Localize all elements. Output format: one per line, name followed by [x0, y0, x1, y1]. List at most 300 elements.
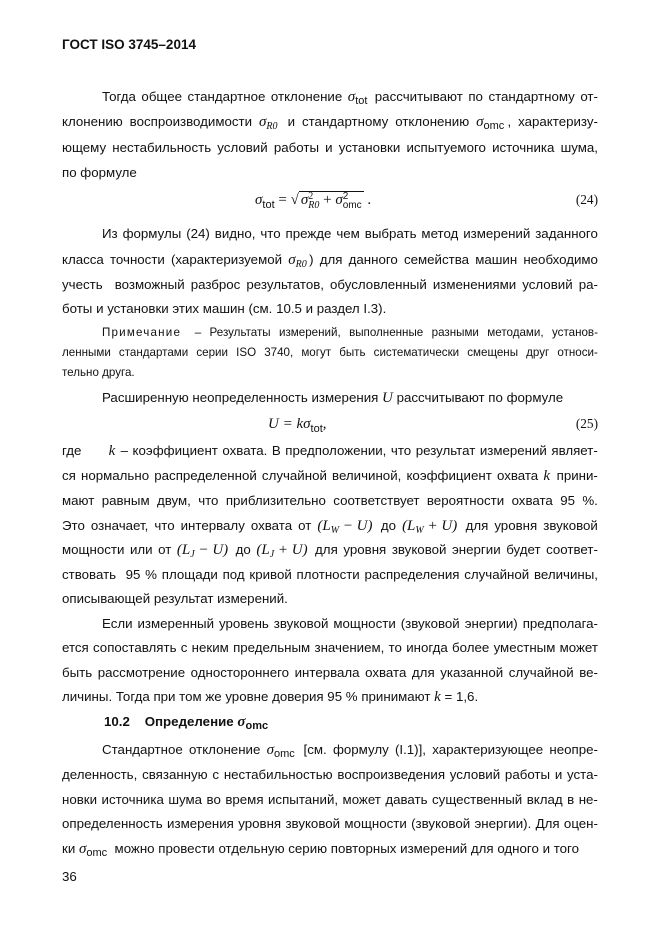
text-fragment: методами,	[487, 326, 547, 339]
text-fragment: (звуковой	[400, 616, 464, 631]
text-line	[62, 491, 598, 511]
text-fragment: под	[222, 567, 249, 582]
sqrt-radicand: σ 2 R0 + σ 2 omc	[300, 190, 362, 211]
text-fragment: распределения	[364, 567, 464, 582]
text-fragment: более	[452, 640, 493, 655]
text-fragment: рассмотрение	[97, 665, 189, 680]
text-fragment: )	[309, 252, 318, 267]
text-fragment: установ-	[551, 326, 598, 339]
text-fragment: рассчитывают	[396, 390, 489, 405]
text-fragment: или	[129, 542, 157, 557]
text-fragment: соответ-	[546, 542, 598, 557]
text-fragment: %	[145, 567, 161, 582]
text-line	[62, 687, 598, 707]
text-fragment	[121, 565, 125, 585]
text-fragment: (характеризуемой	[171, 252, 286, 267]
text-fragment: относи-	[557, 346, 598, 359]
text-fragment: Тогда	[102, 89, 140, 104]
text-fragment: ве-	[579, 665, 598, 680]
text-fragment: 10.5	[276, 301, 306, 316]
text-fragment	[100, 441, 104, 461]
text-fragment: охвата	[496, 468, 542, 483]
equation-number: (25)	[575, 416, 598, 431]
text-line	[62, 138, 598, 158]
text-fragment: что	[154, 518, 179, 533]
text-fragment: мают	[62, 493, 99, 508]
text-fragment: (I.1)],	[394, 742, 430, 757]
text-fragment: звуковой	[391, 542, 451, 557]
text-fragment: 95	[327, 689, 346, 704]
text-fragment: провести	[158, 841, 219, 856]
text-fragment: по	[468, 89, 487, 104]
section-heading	[104, 712, 640, 732]
text-fragment: %.	[582, 493, 598, 508]
text-fragment: Это	[62, 518, 89, 533]
text-fragment: класса	[62, 252, 108, 267]
text-fragment: связанную	[142, 767, 212, 782]
text-fragment: принимают	[361, 689, 435, 704]
text-fragment: может	[559, 640, 598, 655]
text-fragment: измерений,	[278, 326, 344, 339]
text-fragment: измерения	[167, 816, 238, 831]
text-fragment: возможный	[114, 277, 189, 292]
text-fragment: отклонение	[270, 89, 346, 104]
text-fragment: и	[287, 114, 299, 129]
text-fragment: звуковой	[543, 518, 598, 533]
text-fragment: разброс	[190, 277, 245, 292]
text-fragment: для	[319, 252, 347, 267]
text-fragment: том	[179, 689, 206, 704]
eq-tail: .	[363, 192, 372, 208]
note-line	[102, 323, 598, 343]
eq-symbol: σ	[300, 192, 309, 208]
text-fragment: стандартами	[118, 346, 192, 359]
text-fragment: определенность	[62, 816, 167, 831]
text-fragment: где	[62, 443, 86, 458]
text-fragment	[230, 540, 234, 560]
text-fragment: измерений	[479, 443, 551, 458]
text-fragment: того	[553, 841, 579, 856]
text-fragment: работы	[504, 767, 554, 782]
text-fragment: необходимо	[523, 252, 598, 267]
text-fragment: 1,6.	[455, 689, 479, 704]
math-symbol: $(L_W + U)$	[402, 518, 458, 536]
text-fragment: случайной	[261, 468, 331, 483]
text-fragment: отдельную	[218, 841, 289, 856]
text-fragment: Из	[102, 226, 122, 241]
text-fragment: охвата.	[222, 443, 272, 458]
text-fragment: мощности	[62, 542, 129, 557]
text-line	[62, 790, 598, 810]
text-fragment: новки	[62, 792, 101, 807]
text-fragment: ющему	[62, 140, 110, 155]
text-fragment: общее	[141, 89, 186, 104]
text-fragment: Для	[535, 816, 564, 831]
text-line	[62, 299, 598, 319]
equation-24: $\sigma_{tot}$ = √ σ 2 R0 + σ 2 omc . (24)	[255, 188, 598, 212]
text-fragment: измерения	[311, 390, 383, 405]
text-fragment	[375, 516, 379, 536]
text-fragment: для	[470, 841, 498, 856]
text-fragment: коэффициент	[406, 468, 496, 483]
text-fragment: ется	[62, 640, 93, 655]
text-fragment: воспроизводимости	[129, 114, 256, 129]
text-fragment: кривой	[249, 567, 296, 582]
text-fragment: условий	[522, 277, 577, 292]
text-line	[62, 250, 598, 270]
text-fragment: машин	[475, 252, 521, 267]
text-fragment: интервалу	[180, 518, 249, 533]
text-fragment: вклад	[526, 792, 567, 807]
eq-subscript: tot	[262, 199, 275, 211]
text-fragment: нестабильностью	[223, 767, 337, 782]
text-fragment: уровне	[225, 689, 273, 704]
text-fragment: может	[342, 792, 385, 807]
text-fragment: рассчитывают	[374, 89, 467, 104]
text-fragment	[90, 441, 94, 461]
text-line	[62, 814, 598, 834]
math-symbol: $(L_J + U)$	[256, 542, 308, 560]
text-fragment: результат	[415, 443, 479, 458]
text-fragment	[551, 466, 555, 486]
text-fragment: соответствует	[333, 493, 424, 508]
text-fragment: систематически	[373, 346, 463, 359]
text-fragment: являет-	[551, 443, 598, 458]
text-fragment: во	[206, 792, 225, 807]
text-fragment: существенный	[432, 792, 526, 807]
math-symbol: $\sigma_{R0}$	[288, 252, 307, 270]
text-fragment: ,	[507, 114, 515, 129]
text-fragment: формулу	[332, 742, 393, 757]
math-symbol: $\sigma_{omc}$	[78, 841, 108, 859]
text-fragment: предполага-	[522, 616, 598, 631]
text-fragment	[309, 540, 313, 560]
text-fragment: давать	[385, 792, 432, 807]
eq-tail: ,	[322, 416, 327, 432]
text-fragment: прежде	[285, 226, 336, 241]
text-fragment: нормально	[81, 468, 153, 483]
text-fragment: при	[153, 689, 180, 704]
text-fragment: в	[567, 792, 578, 807]
text-fragment: характеризу-	[518, 114, 598, 129]
eq-sup: 2	[308, 190, 314, 202]
text-line	[62, 565, 598, 585]
text-line	[62, 275, 598, 295]
text-fragment: энергии)	[464, 616, 522, 631]
text-fragment: уместным	[493, 640, 560, 655]
text-fragment: стандартному	[488, 89, 579, 104]
text-fragment: охвата	[511, 493, 557, 508]
text-fragment: деленность,	[62, 767, 142, 782]
text-fragment: –	[194, 326, 205, 339]
text-fragment: раздел	[316, 301, 364, 316]
text-fragment: измерений	[400, 841, 471, 856]
text-line	[62, 540, 598, 560]
text-fragment: с	[212, 767, 223, 782]
text-fragment: Определение	[144, 714, 238, 729]
text-fragment: чем	[336, 226, 364, 241]
text-fragment: серию	[288, 841, 331, 856]
text-fragment: для	[315, 542, 342, 557]
text-fragment: измерений.	[217, 591, 288, 606]
text-fragment: двум,	[156, 493, 195, 508]
text-fragment: одного	[497, 841, 543, 856]
text-fragment: уровня	[494, 518, 541, 533]
text-fragment: =	[444, 689, 456, 704]
text-fragment: по	[488, 390, 507, 405]
text-fragment: уровня	[238, 816, 285, 831]
text-fragment: указанной	[440, 665, 507, 680]
text-fragment: ISO	[236, 346, 260, 359]
text-fragment: В	[271, 443, 285, 458]
text-fragment: формуле	[80, 165, 137, 180]
text-fragment: Результаты	[209, 326, 274, 339]
eq-symbol: σ	[255, 192, 263, 208]
text-fragment: видно,	[214, 226, 260, 241]
text-fragment: предположении,	[285, 443, 391, 458]
text-fragment: измеренный	[137, 616, 218, 631]
text-fragment: источника	[492, 140, 559, 155]
text-fragment: случайной	[508, 665, 578, 680]
equation-25	[268, 412, 598, 436]
text-line	[62, 163, 598, 183]
text-fragment: прини-	[556, 468, 598, 483]
text-fragment	[281, 112, 285, 132]
text-fragment: по	[62, 165, 81, 180]
text-fragment: плотности	[296, 567, 364, 582]
text-fragment: предельным	[233, 640, 314, 655]
text-fragment: установки	[338, 140, 404, 155]
text-fragment: и	[305, 301, 317, 316]
text-fragment: выбрать	[364, 226, 421, 241]
math-symbol: $\sigma_{omc}$	[266, 742, 295, 760]
text-fragment: и	[96, 301, 108, 316]
text-fragment: для	[411, 665, 439, 680]
math-symbol: $\sigma_{omc}$	[476, 114, 505, 132]
eq-subscript: tot	[310, 423, 323, 435]
equation-number: (24)	[575, 192, 598, 207]
text-fragment: друг	[526, 346, 553, 359]
text-fragment: же	[205, 689, 226, 704]
text-fragment	[109, 275, 113, 295]
text-fragment: площади	[161, 567, 222, 582]
text-fragment: Если	[102, 616, 137, 631]
text-fragment: изменениями	[432, 277, 520, 292]
text-fragment: ленными	[62, 346, 115, 359]
text-line	[62, 466, 598, 486]
text-fragment: значением,	[314, 640, 389, 655]
text-fragment	[460, 516, 464, 536]
text-fragment: могут	[301, 346, 335, 359]
text-fragment: нестабильность	[112, 140, 215, 155]
text-fragment: мощности	[344, 816, 411, 831]
text-fragment: 95	[560, 493, 579, 508]
text-fragment: серии	[196, 346, 232, 359]
text-fragment: неопределенность	[192, 390, 312, 405]
text-fragment: заданного	[535, 226, 598, 241]
text-fragment: можно	[114, 841, 159, 856]
text-fragment: быть	[339, 346, 369, 359]
text-fragment: звуковой	[273, 616, 333, 631]
text-fragment: обусловленный	[330, 277, 431, 292]
text-fragment: распределенной	[154, 468, 261, 483]
math-symbol: k	[543, 468, 551, 484]
text-fragment: и	[542, 841, 554, 856]
eq-expression: U = kσ	[268, 416, 311, 432]
text-fragment: %	[345, 689, 362, 704]
math-symbol: $\sigma_{R0}$	[258, 114, 278, 132]
text-fragment: метод	[421, 226, 463, 241]
note-line	[62, 363, 598, 383]
text-fragment	[186, 323, 189, 343]
eq-symbol: σ	[335, 192, 343, 208]
math-symbol: $(L_W - U)$	[317, 518, 373, 536]
text-fragment: Тогда	[115, 689, 154, 704]
text-fragment: –	[120, 443, 132, 458]
text-fragment: тельно	[62, 366, 103, 379]
text-fragment: интервала	[294, 665, 364, 680]
text-fragment: что	[390, 443, 415, 458]
text-fragment: [см.	[303, 742, 331, 757]
text-line	[62, 638, 598, 658]
page-number: 36	[62, 869, 77, 884]
text-fragment: неопре-	[549, 742, 598, 757]
text-fragment: учесть	[62, 277, 107, 292]
text-fragment: означает,	[90, 518, 152, 533]
text-fragment: величиной,	[332, 468, 406, 483]
text-fragment: одностороннего	[190, 665, 293, 680]
text-fragment: повторных	[330, 841, 401, 856]
text-fragment: время	[225, 792, 268, 807]
text-fragment: быть	[62, 665, 96, 680]
text-fragment: характеризующее	[432, 742, 547, 757]
text-fragment: оцен-	[563, 816, 598, 831]
text-fragment: измерений	[463, 226, 534, 241]
text-line	[62, 516, 598, 536]
text-fragment: не-	[578, 792, 598, 807]
text-fragment: до	[235, 542, 255, 557]
text-fragment: уровень	[218, 616, 273, 631]
text-line	[102, 388, 598, 408]
text-fragment: условий	[217, 140, 272, 155]
text-fragment: установки	[107, 301, 173, 316]
text-fragment: с	[180, 640, 192, 655]
eq-subscript: omc	[342, 199, 362, 211]
math-symbol: $\sigma_{tot}$	[347, 89, 368, 107]
text-fragment: и	[554, 767, 566, 782]
text-fragment: от	[298, 518, 316, 533]
text-fragment: иногда	[406, 640, 452, 655]
text-fragment: 3740,	[264, 346, 297, 359]
text-line	[62, 112, 598, 132]
text-fragment: энергии).	[474, 816, 535, 831]
text-fragment: источника	[101, 792, 168, 807]
text-fragment: формулы	[122, 226, 185, 241]
math-symbol: U	[382, 390, 393, 406]
text-fragment: величины,	[533, 567, 598, 582]
text-fragment: и	[325, 140, 337, 155]
text-fragment: результат	[153, 591, 218, 606]
text-fragment: ра-	[578, 277, 598, 292]
text-fragment: уровня	[343, 542, 390, 557]
text-fragment: Расширенную	[102, 390, 193, 405]
text-fragment: ки	[62, 841, 79, 856]
text-fragment: стандартное	[187, 89, 270, 104]
text-fragment: доверия	[272, 689, 328, 704]
text-fragment: результатов,	[246, 277, 328, 292]
text-fragment: что	[198, 493, 223, 508]
text-fragment	[104, 441, 108, 461]
text-fragment: (см.	[248, 301, 277, 316]
text-fragment: данного	[348, 252, 402, 267]
text-fragment: приблизительно	[225, 493, 330, 508]
text-fragment: (звуковой	[411, 816, 474, 831]
text-fragment: боты	[62, 301, 97, 316]
document-header: ГОСТ ISO 3745–2014	[62, 37, 196, 52]
text-fragment: 10.2	[104, 714, 134, 729]
eq-sup: 2	[342, 190, 349, 202]
text-fragment: стандартному	[301, 114, 393, 129]
text-fragment: сопоставлять	[93, 640, 181, 655]
text-fragment	[95, 441, 99, 461]
text-fragment: друга.	[102, 366, 135, 379]
text-fragment: разными	[431, 326, 483, 339]
eq-subscript: R0	[308, 199, 320, 211]
text-fragment: коэффициент	[132, 443, 222, 458]
text-fragment	[116, 441, 120, 461]
note-label: Примечание	[102, 326, 182, 339]
text-fragment: охвата	[250, 518, 296, 533]
math-symbol: $\sigma_{omc}$	[237, 714, 269, 732]
text-fragment: неким	[191, 640, 233, 655]
text-fragment: шума	[168, 792, 206, 807]
text-fragment	[369, 87, 373, 107]
text-fragment: испытаний,	[268, 792, 342, 807]
text-fragment: 95	[125, 567, 145, 582]
text-fragment: что	[260, 226, 285, 241]
text-fragment: личины.	[62, 689, 116, 704]
text-fragment: будет	[506, 542, 545, 557]
text-fragment: энергии	[452, 542, 505, 557]
text-fragment: формуле	[506, 390, 564, 405]
text-fragment: шума,	[560, 140, 598, 155]
math-symbol: $(L_J - U)$	[176, 542, 229, 560]
text-fragment: воспроизведения	[337, 767, 449, 782]
text-fragment: до	[380, 518, 400, 533]
text-fragment: отклонению	[395, 114, 473, 129]
text-fragment: (24)	[186, 226, 214, 241]
text-fragment: звуковой	[285, 816, 344, 831]
text-line	[102, 224, 598, 244]
text-fragment: описывающей	[62, 591, 154, 606]
text-line	[62, 663, 598, 683]
text-fragment: от	[158, 542, 176, 557]
text-fragment: точности	[109, 252, 169, 267]
text-line	[62, 839, 598, 859]
text-fragment: испытуемого	[406, 140, 490, 155]
text-fragment: для	[465, 518, 492, 533]
text-fragment: Стандартное	[102, 742, 187, 757]
text-fragment: ствовать	[62, 567, 120, 582]
text-fragment: этих	[172, 301, 203, 316]
text-fragment: машин	[202, 301, 249, 316]
text-fragment: от-	[580, 89, 598, 104]
text-line	[102, 740, 598, 760]
text-fragment: мощности	[333, 616, 400, 631]
text-fragment: условий	[449, 767, 504, 782]
text-fragment: ся	[62, 468, 80, 483]
text-line	[62, 441, 598, 461]
